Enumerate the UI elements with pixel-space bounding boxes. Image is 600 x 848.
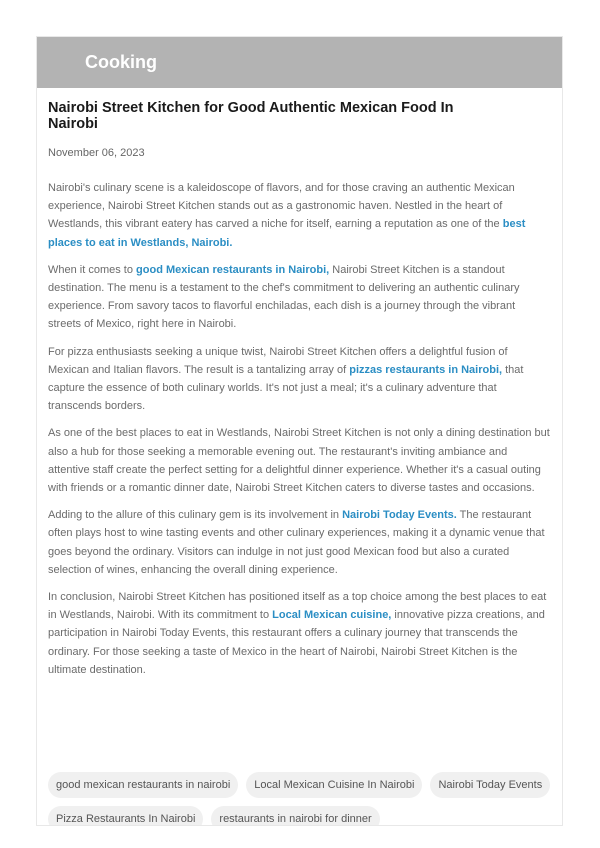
- publish-date: November 06, 2023: [48, 147, 145, 159]
- paragraph-pizza: [48, 343, 551, 416]
- paragraph-conclusion: [48, 588, 551, 679]
- tag-chip[interactable]: good mexican restaurants in nairobi: [48, 772, 238, 798]
- link-pizza-restaurants[interactable]: pizzas restaurants in Nairobi,: [349, 363, 503, 376]
- paragraph-mexican: [48, 261, 551, 334]
- paragraph-text: that capture the essence of both culinary worlds. It's not just a meal; it's a culinary adventure that transcends borders.: [48, 363, 524, 413]
- paragraph-text: As one of the best places to eat in Westlands, Nairobi Street Kitchen is not only a dining destination but also a hub for those seeking a memorable evening out. The restaurant's inviting ambiance and attentive staff create the perfect setting for a delightful dinner experience. Whether it's a casual outing with friends or a romantic dinner date, Nairobi Street Kitchen caters to diverse tastes and occasions.: [48, 427, 550, 495]
- paragraph-events: [48, 506, 551, 579]
- paragraph-intro: [48, 179, 551, 252]
- paragraph-text: innovative pizza creations, and participation in Nairobi Today Events, this restaurant offers a culinary journey that transcends the ordinary. For those seeking a taste of Mexico in the heart of Nairobi, Nairobi Street Kitchen is the ultimate destination.: [48, 609, 545, 676]
- paragraph-text: Adding to the allure of this culinary gem is its involvement in: [48, 509, 343, 522]
- paragraph-westlands: [48, 424, 551, 497]
- category-title[interactable]: Cooking: [85, 52, 157, 72]
- paragraph-text: Nairobi Street Kitchen is a standout destination. The menu is a testament to the chef's commitment to delivering an authentic culinary experience. From savory tacos to flavorful enchiladas, each dish is a journey through the vibrant streets of Mexico, right here in Nairobi.: [48, 263, 520, 331]
- link-good-mexican-restaurants[interactable]: good Mexican restaurants in Nairobi,: [136, 263, 330, 276]
- link-best-places-westlands[interactable]: best places to eat in Westlands, Nairobi.: [48, 218, 526, 249]
- tag-chip[interactable]: Nairobi Today Events: [430, 772, 550, 798]
- paragraph-text: Nairobi's culinary scene is a kaleidoscope of flavors, and for those craving an authentic Mexican experience, Nairobi Street Kitchen stands out as a gastronomic haven. Nestled in the heart of Westlands, this vibrant eatery has carved a niche for itself, earning a reputation as one of the: [48, 182, 515, 231]
- tag-chip[interactable]: Local Mexican Cuisine In Nairobi: [246, 772, 422, 798]
- article-content: [37, 88, 562, 679]
- paragraph-text: The restaurant often plays host to wine tasting events and other culinary experiences, making it a dynamic venue that goes beyond the ordinary. Visitors can indulge in not just good Mexican food but also a curated selection of wines, enhancing the overall dining experience.: [48, 509, 545, 576]
- tag-chip[interactable]: restaurants in nairobi for dinner: [211, 806, 379, 826]
- tag-chip[interactable]: Pizza Restaurants In Nairobi: [48, 806, 203, 826]
- link-local-mexican-cuisine[interactable]: Local Mexican cuisine,: [272, 609, 392, 622]
- article-title: Nairobi Street Kitchen for Good Authentic Mexican Food In Nairobi: [48, 100, 454, 132]
- article-card: [36, 36, 563, 826]
- link-nairobi-today-events[interactable]: Nairobi Today Events.: [342, 509, 457, 522]
- category-header: [37, 37, 562, 88]
- paragraph-text: For pizza enthusiasts seeking a unique twist, Nairobi Street Kitchen offers a delightful fusion of Mexican and Italian flavors. The result is a tantalizing array of: [48, 345, 508, 376]
- paragraph-text: When it comes to: [48, 263, 137, 276]
- paragraph-text: In conclusion, Nairobi Street Kitchen has positioned itself as a top choice among the best places to eat in Westlands, Nairobi. With its commitment to: [48, 591, 547, 622]
- tag-list: [48, 772, 553, 826]
